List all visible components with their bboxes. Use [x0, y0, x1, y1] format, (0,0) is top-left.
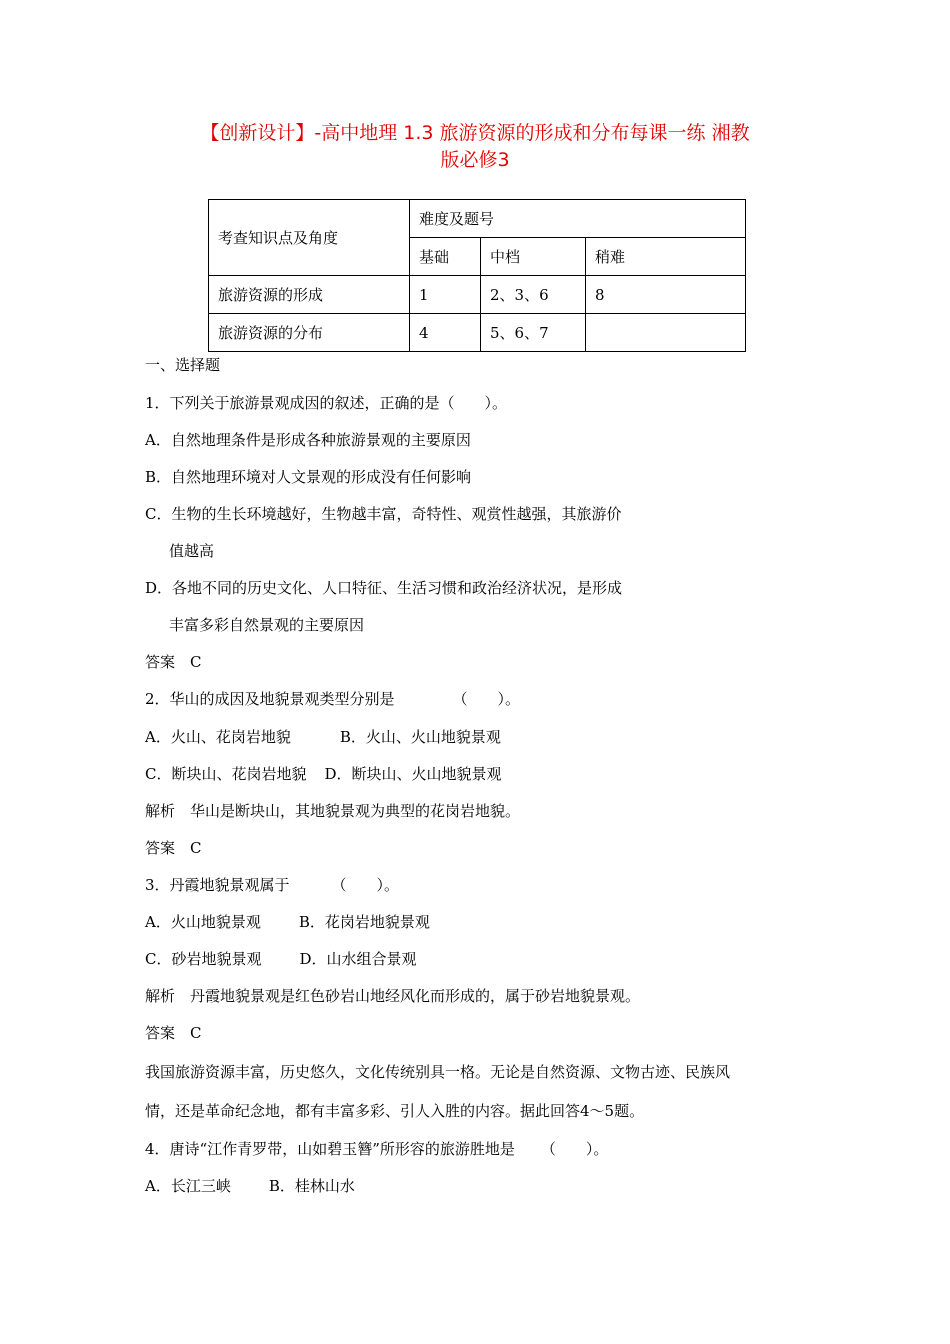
q3-options-cd [145, 949, 417, 969]
q2-stem [145, 689, 520, 709]
q2-options-cd [145, 764, 502, 784]
q1-option-c: C．生物的生长环境越好，生物越丰富，奇特性、观赏性越强，其旅游价 [145, 505, 622, 523]
row-topic: 旅游资源的分布 [209, 314, 410, 352]
q1-stem: 1．下列关于旅游景观成因的叙述，正确的是（ ）。 [145, 394, 508, 412]
q4-option-a: A．长江三峡 [145, 1177, 231, 1195]
row-basic: 1 [410, 276, 481, 314]
q2-analysis: 解析 华山是断块山，其地貌景观为典型的花岗岩地貌。 [145, 802, 521, 820]
q2-option-d: D．断块山、火山地貌景观 [324, 765, 502, 783]
q4-stem [145, 1139, 608, 1159]
topic-header: 考查知识点及角度 [209, 200, 410, 276]
q2-option-c: C．断块山、花岗岩地貌 [145, 765, 307, 783]
q3-paren: （ ）。 [331, 876, 400, 894]
table-row [209, 276, 746, 314]
q3-answer: 答案 C [145, 1024, 202, 1042]
title-line-1: 【创新设计】-高中地理 1.3 旅游资源的形成和分布每课一练 湘教 [200, 122, 750, 144]
row-hard: 8 [586, 276, 746, 314]
q1-option-a: A．自然地理条件是形成各种旅游景观的主要原因 [145, 431, 471, 449]
passage-line-2: 情，还是革命纪念地，都有丰富多彩、引人入胜的内容。据此回答4～5题。 [145, 1102, 645, 1120]
row-topic: 旅游资源的形成 [209, 276, 410, 314]
row-hard [586, 314, 746, 352]
q1-option-d: D．各地不同的历史文化、人口特征、生活习惯和政治经济状况，是形成 [145, 579, 623, 597]
q4-paren: （ ）。 [540, 1140, 609, 1158]
q1-option-b: B．自然地理环境对人文景观的形成没有任何影响 [145, 468, 472, 486]
q1-option-d-cont: 丰富多彩自然景观的主要原因 [169, 616, 365, 634]
q2-option-a: A．火山、花岗岩地貌 [145, 728, 291, 746]
q3-analysis: 解析 丹霞地貌景观是红色砂岩山地经风化而形成的，属于砂岩地貌景观。 [145, 987, 641, 1005]
q1-answer: 答案 C [145, 653, 202, 671]
q3-option-d: D．山水组合景观 [299, 950, 417, 968]
title-line-2: 版必修3 [440, 149, 510, 171]
document-title [140, 120, 810, 174]
level-basic: 基础 [410, 238, 481, 276]
row-medium: 2、3、6 [481, 276, 586, 314]
q2-option-b: B．火山、火山地貌景观 [339, 728, 501, 746]
q3-option-a: A．火山地貌景观 [145, 913, 261, 931]
q1-option-c-cont: 值越高 [169, 542, 215, 560]
level-hard: 稍难 [586, 238, 746, 276]
q3-option-c: C．砂岩地貌景观 [145, 950, 262, 968]
q2-paren: （ ）。 [452, 690, 521, 708]
q2-options-ab [145, 727, 501, 747]
q2-stem-text: 2．华山的成因及地貌景观类型分别是 [145, 690, 395, 708]
row-basic: 4 [410, 314, 481, 352]
row-medium: 5、6、7 [481, 314, 586, 352]
q4-options-ab [145, 1176, 355, 1196]
difficulty-header: 难度及题号 [410, 200, 746, 238]
section-heading: 一、选择题 [145, 356, 221, 374]
q4-stem-text: 4．唐诗“江作青罗带，山如碧玉簪”所形容的旅游胜地是 [145, 1140, 515, 1158]
passage-line-1: 我国旅游资源丰富，历史悠久，文化传统别具一格。无论是自然资源、文物古迹、民族风 [145, 1063, 731, 1081]
q3-options-ab [145, 912, 430, 932]
q4-option-b: B．桂林山水 [268, 1177, 355, 1195]
level-medium: 中档 [481, 238, 586, 276]
q3-stem [145, 875, 399, 895]
q2-answer: 答案 C [145, 839, 202, 857]
q3-stem-text: 3．丹霞地貌景观属于 [145, 876, 290, 894]
table-row [209, 314, 746, 352]
q3-option-b: B．花岗岩地貌景观 [298, 913, 430, 931]
knowledge-table [208, 199, 746, 352]
